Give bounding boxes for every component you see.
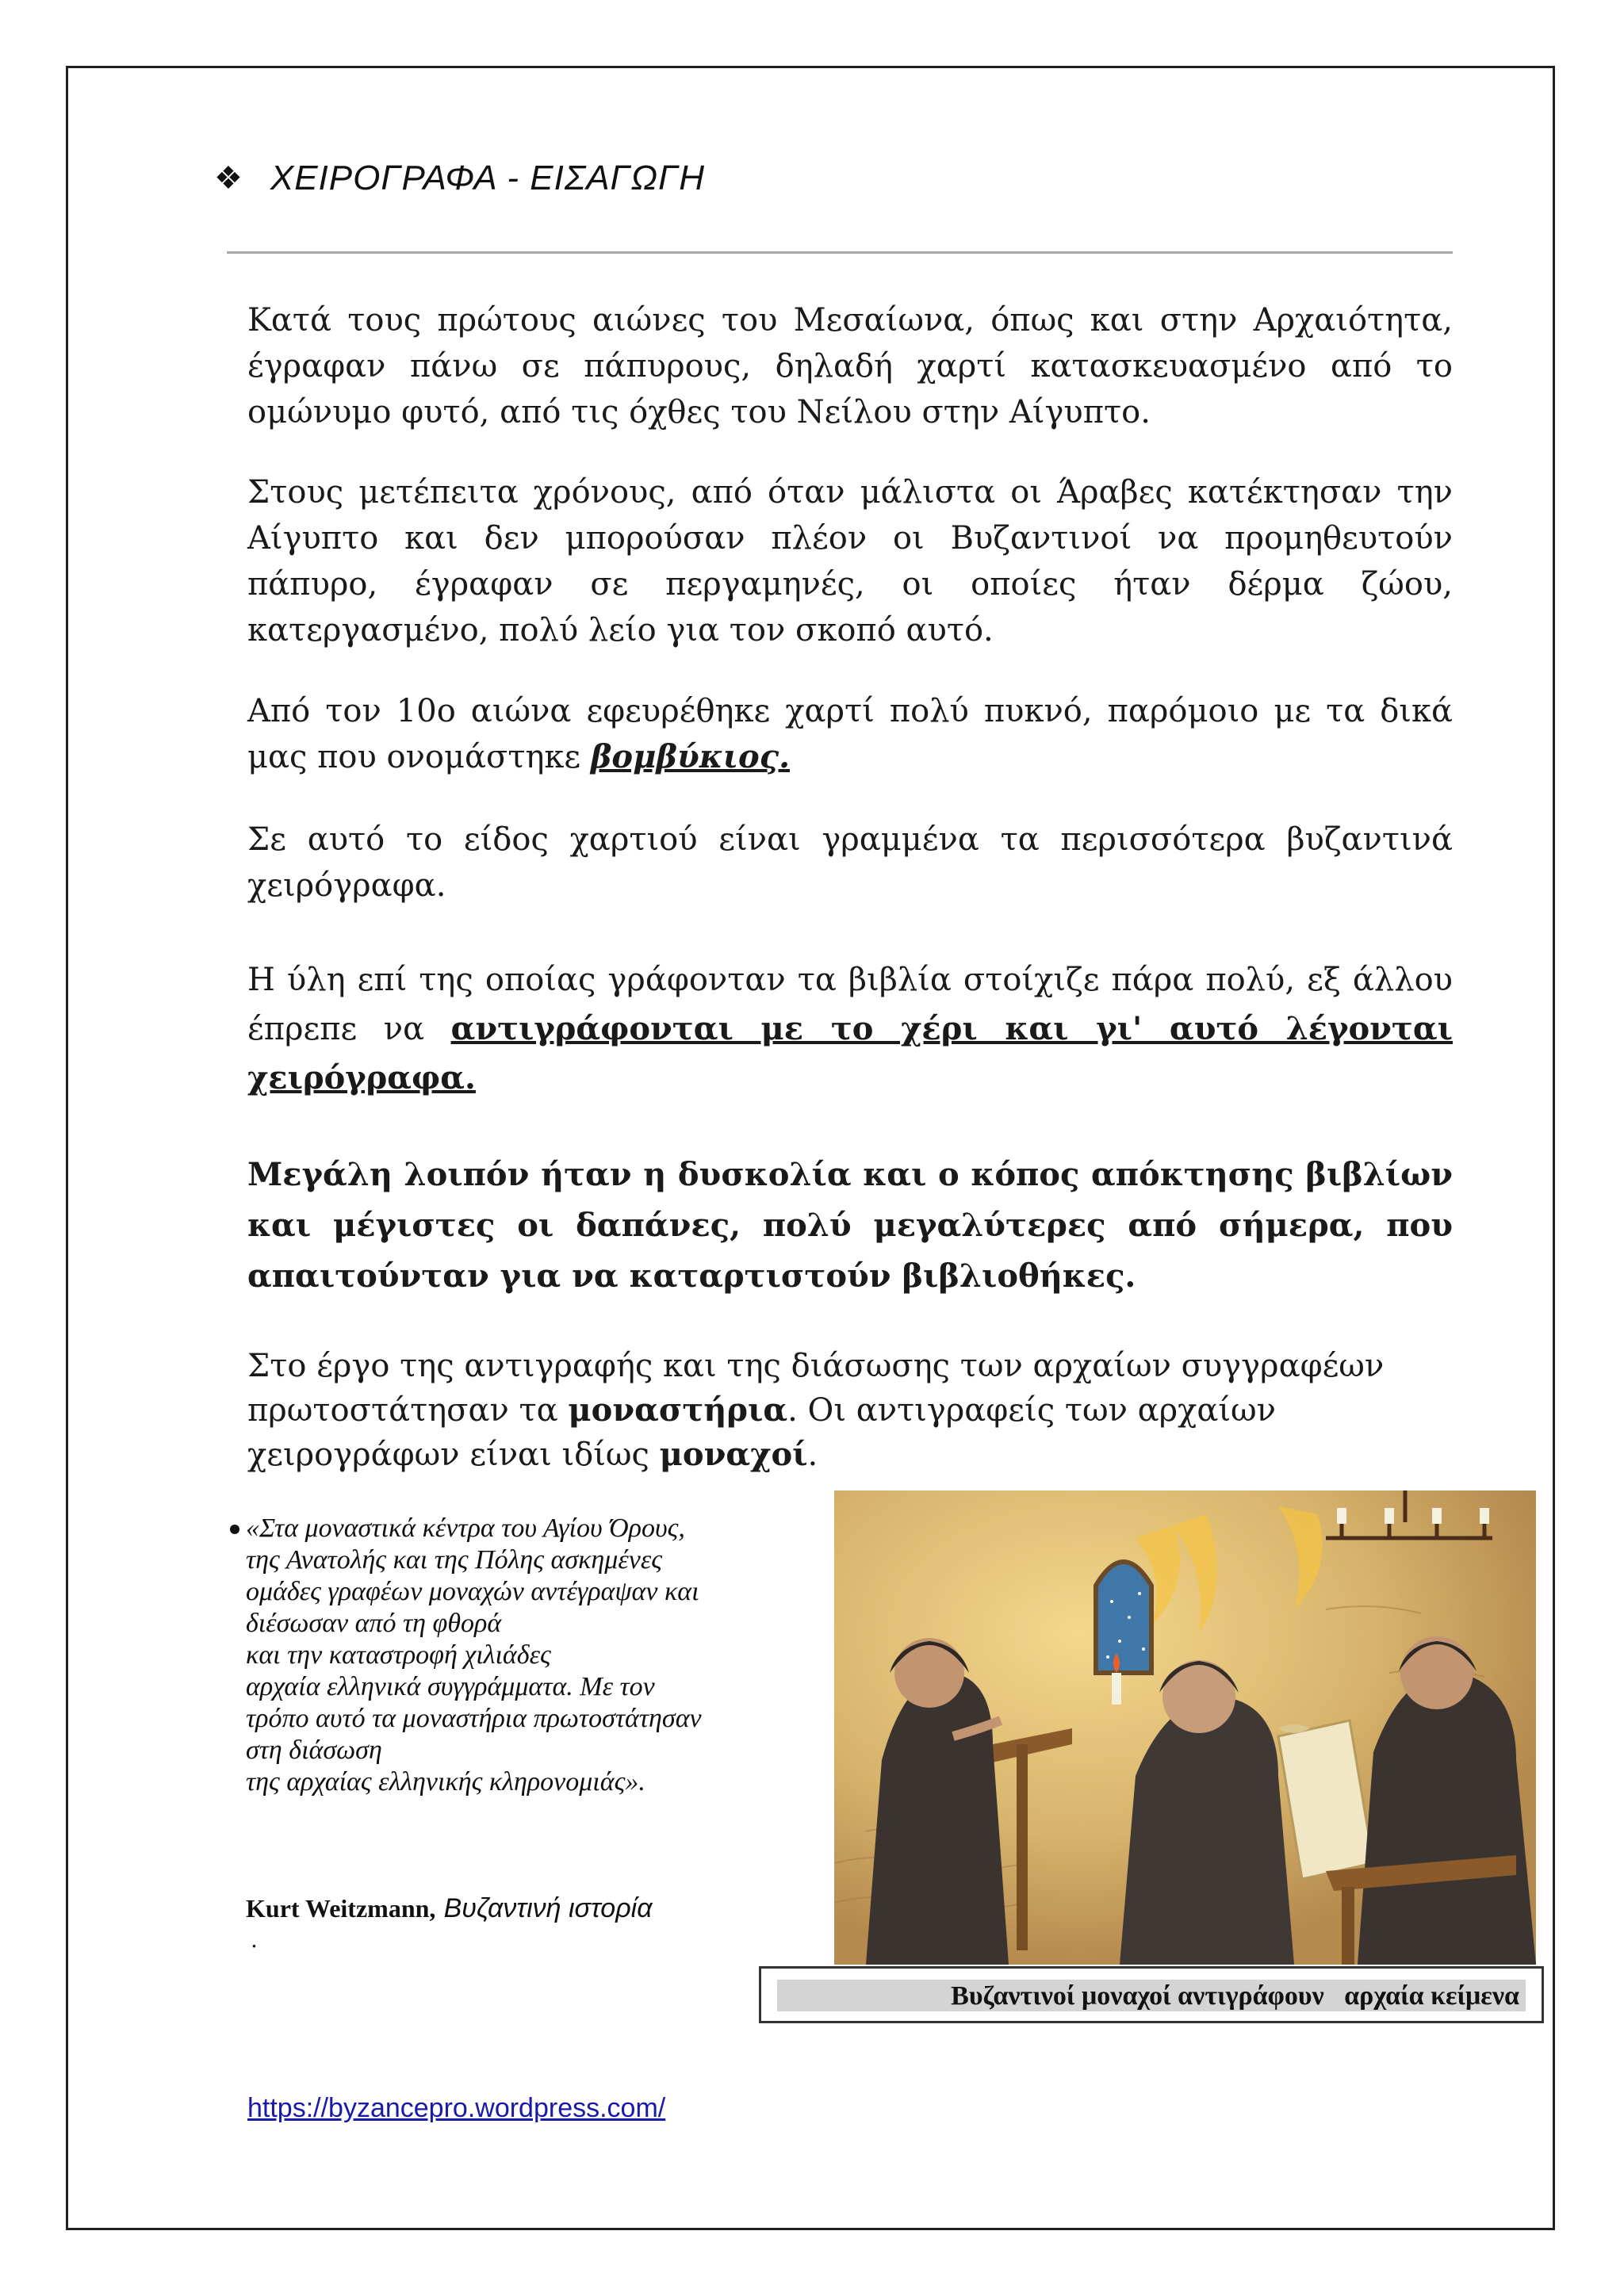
paragraph-bombykios-text: Από τον 10ο αιώνα εφευρέθηκε χαρτί πολύ πυκνό, παρόμοιο με τα δικά μας που ονομάστηκε [247,693,1453,775]
paragraph-hand-copied-text: Η ύλη επί της οποίας γράφονταν τα βιβλία στοίχιζε πάρα πολύ, εξ άλλου έπρεπε να [247,962,1453,1047]
diamond-bullet-icon: ❖ [214,161,243,196]
monks-copying-illustration [834,1490,1536,1965]
section-heading [214,159,705,198]
quote-line: διέσωσαν από τη φθορά [246,1609,502,1638]
term-hand-copied: αντιγράφονται με το χέρι και γι' αυτό λέγονται χειρόγραφα. [247,1010,1453,1096]
term-monasteries: μοναστήρια [568,1391,788,1429]
monasteries-text-b: . Οι αντιγραφείς των αρχαίων χειρογράφων είναι ιδίως [247,1392,1276,1473]
paragraph-parchment: Στους μετέπειτα χρόνους, από όταν μάλιστα οι Άραβες κατέκτησαν την Αίγυπτο και δεν μπορούσαν πλέον οι Βυζαντινοί να προμηθευτούν πάπυρο, έγραφαν σε περγαμηνές, οι οποίες ήταν δέρμα ζώου, κατεργασμένο, πολύ λείο για τον σκοπό αυτό. [247,474,1453,649]
paragraph-paper-type: Σε αυτό το είδος χαρτιού είναι γραμμένα τα περισσότερα βυζαντινά χειρόγραφα. [247,821,1453,904]
source-link[interactable]: https://byzancepro.wordpress.com/ [247,2093,666,2123]
quote-line: τρόπο αυτό τα μοναστήρια πρωτοστάτησαν [246,1704,702,1733]
quote-line: και την καταστροφή χιλιάδες [246,1640,551,1670]
quote-line: στη διάσωση [246,1735,382,1765]
paragraph-monasteries [247,1344,1453,1477]
quote-line: ομάδες γραφέων μοναχών αντέγραψαν και [246,1577,699,1606]
heading-divider [227,251,1453,254]
figure-caption: Βυζαντινοί μοναχοί αντιγράφουν αρχαία κείμενα [951,1981,1519,2011]
quote-attribution [246,1893,653,1924]
monasteries-text-end: . [807,1437,818,1473]
quote-line: «Στα μοναστικά κέντρα του Αγίου Όρους, [246,1513,685,1543]
figure-caption-box [759,1966,1544,2023]
heading-title: ΧΕΙΡΟΓΡΑΦΑ - ΕΙΣΑΓΩΓΗ [270,159,705,197]
trailing-dot: . [251,1927,258,1953]
term-bombykios: βομβύκιος. [590,738,790,775]
source-title: Βυζαντινή ιστορία [443,1893,653,1923]
monasteries-text-a: Στο έργο της αντιγραφής και της διάσωσης των αρχαίων συγγραφέων πρωτοστάτησαν τα [247,1348,1385,1429]
paragraph-bombykios [247,688,1453,780]
author-name: Kurt Weitzmann, [246,1894,436,1923]
quote-line: της αρχαίας ελληνικής κληρονομιάς». [246,1767,645,1797]
quote-line: της Ανατολής και της Πόλης ασκημένες [246,1545,663,1575]
weitzmann-quote [230,1513,817,1798]
quote-line: αρχαία ελληνικά συγγράμματα. Με τον [246,1672,655,1701]
paragraph-cost: Μεγάλη λοιπόν ήταν η δυσκολία και ο κόπος απόκτησης βιβλίων και μέγιστες οι δαπάνες, πολύ μεγαλύτερες από σήμερα, που απαιτούνταν για να καταρτιστούν βιβλιοθήκες. [247,1156,1453,1295]
paragraph-hand-copied [247,955,1453,1103]
term-monks: μοναχοί [659,1436,808,1473]
paragraph-papyrus: Κατά τους πρώτους αιώνες του Μεσαίωνα, όπως και στην Αρχαιότητα, έγραφαν πάνω σε πάπυρους, δηλαδή χαρτί κατασκευασμένο από το ομώνυμο φυτό, από τις όχθες του Νείλου στην Αίγυπτο. [247,302,1453,430]
bullet-icon [230,1525,239,1534]
